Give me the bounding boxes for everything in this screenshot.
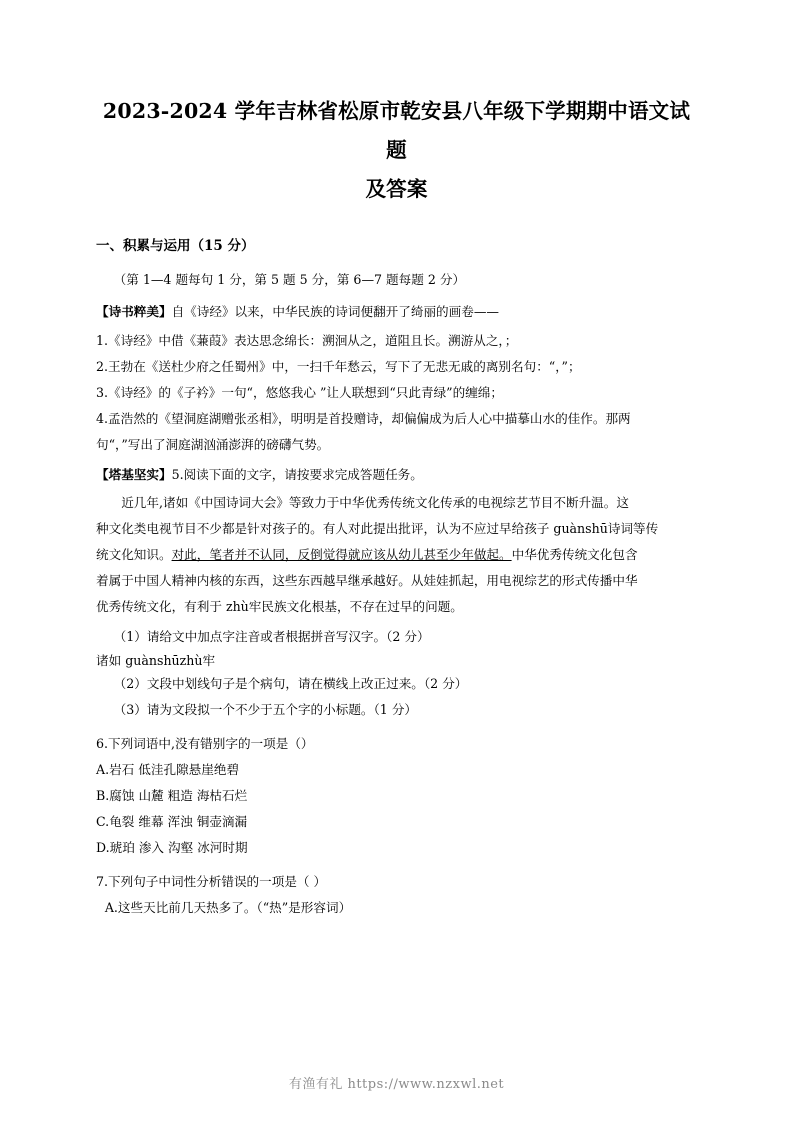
prompt-2-text: 5.阅读下面的文字，请按要求完成答题任务。: [171, 467, 423, 483]
question-3: 3.《诗经》的《子衿》一句“，悠悠我心 ”让人联想到“只此青绿”的缠绵；: [96, 385, 503, 401]
passage-line-3: [96, 542, 697, 568]
question-6: 6.下列词语中,没有错别字的一项是（）: [96, 736, 314, 752]
passage-line-3-post: 中华优秀传统文化包含: [511, 546, 638, 562]
subquestion-1-answer-line: 诸如 guànshūzhù牢: [96, 652, 216, 668]
footer-watermark: 有渔有礼 https://www.nzxwl.net: [288, 1077, 505, 1092]
question-4-line-1: 4.孟浩然的《望洞庭湖赠张丞相》，明明是首投赠诗，却偏偏成为后人心中描摹山水的佳作。那两: [96, 411, 631, 427]
section-note: （第 1—4 题每句 1 分，第 5 题 5 分，第 6—7 题每题 2 分）: [113, 271, 466, 287]
question-6-option-a: A.岩石 低洼孔隙悬崖绝碧: [96, 761, 240, 777]
question-6-option-b: B.腐蚀 山麓 粗造 海枯石烂: [96, 787, 248, 803]
subquestion-3: （3）请为文段拟一个不少于五个字的小标题。（1 分）: [113, 702, 418, 718]
passage-line-2: 种文化类电视节目不少都是针对孩子的。有人对此提出批评，认为不应过早给孩子 guànshū诗词等传: [96, 521, 659, 537]
question-1: 1.《诗经》中借《蒹葭》表达思念绵长：溯洄从之，道阻且长。溯游从之，；: [96, 333, 518, 349]
question-6-option-d: D.琥珀 渗入 沟壑 冰河时期: [96, 839, 248, 855]
passage-line-3-pre: 统文化知识。: [96, 546, 172, 562]
prompt-2-label: 【塔基坚实】: [96, 467, 172, 483]
page-title: [96, 92, 697, 209]
prompt-1-text: 自《诗经》以来，中华民族的诗词便翻开了绮丽的画卷——: [171, 303, 499, 319]
passage-line-4: 着属于中国人精神内核的东西，这些东西越早继承越好。从娃娃抓起，用电视综艺的形式传播中华: [96, 572, 638, 588]
question-7-option-a: A.这些天比前几天热多了。（“热”是形容词）: [104, 899, 352, 915]
section-heading-1: 一、积累与运用（15 分）: [96, 237, 255, 254]
prompt-2: [96, 462, 697, 488]
question-2: 2.王勃在《送杜少府之任蜀州》中，一扫千年愁云，写下了无悲无戚的离别名句：“，”；: [96, 359, 581, 375]
passage-line-1: 近几年,诸如《中国诗词大会》等致力于中华优秀传统文化传承的电视综艺节目不断升温。这: [121, 495, 629, 511]
question-7: 7.下列句子中词性分析错误的一项是（ ）: [96, 873, 327, 889]
question-6-option-c: C.龟裂 维幕 浑浊 铜壶滴漏: [96, 813, 248, 829]
prompt-1: [96, 299, 697, 325]
question-4-line-2: 句“，”写出了洞庭湖汹涌澎湃的磅礴气势。: [96, 437, 330, 453]
passage-line-3-underlined: 对此，笔者并不认同，反倒觉得就应该从幼儿甚至少年做起。: [171, 546, 512, 562]
title-line-2: 及答案: [365, 176, 428, 201]
passage-line-5: 优秀传统文化，有利于 zhù牢民族文化根基，不存在过早的问题。: [96, 598, 463, 614]
prompt-1-label: 【诗书粹美】: [96, 303, 172, 319]
subquestion-1: （1）请给文中加点字注音或者根据拼音写汉字。（2 分）: [113, 628, 430, 644]
subquestion-2: （2）文段中划线句子是个病句，请在横线上改正过来。（2 分）: [113, 676, 468, 692]
title-line-1: 2023-2024 学年吉林省松原市乾安县八年级下学期期中语文试题: [102, 99, 691, 162]
